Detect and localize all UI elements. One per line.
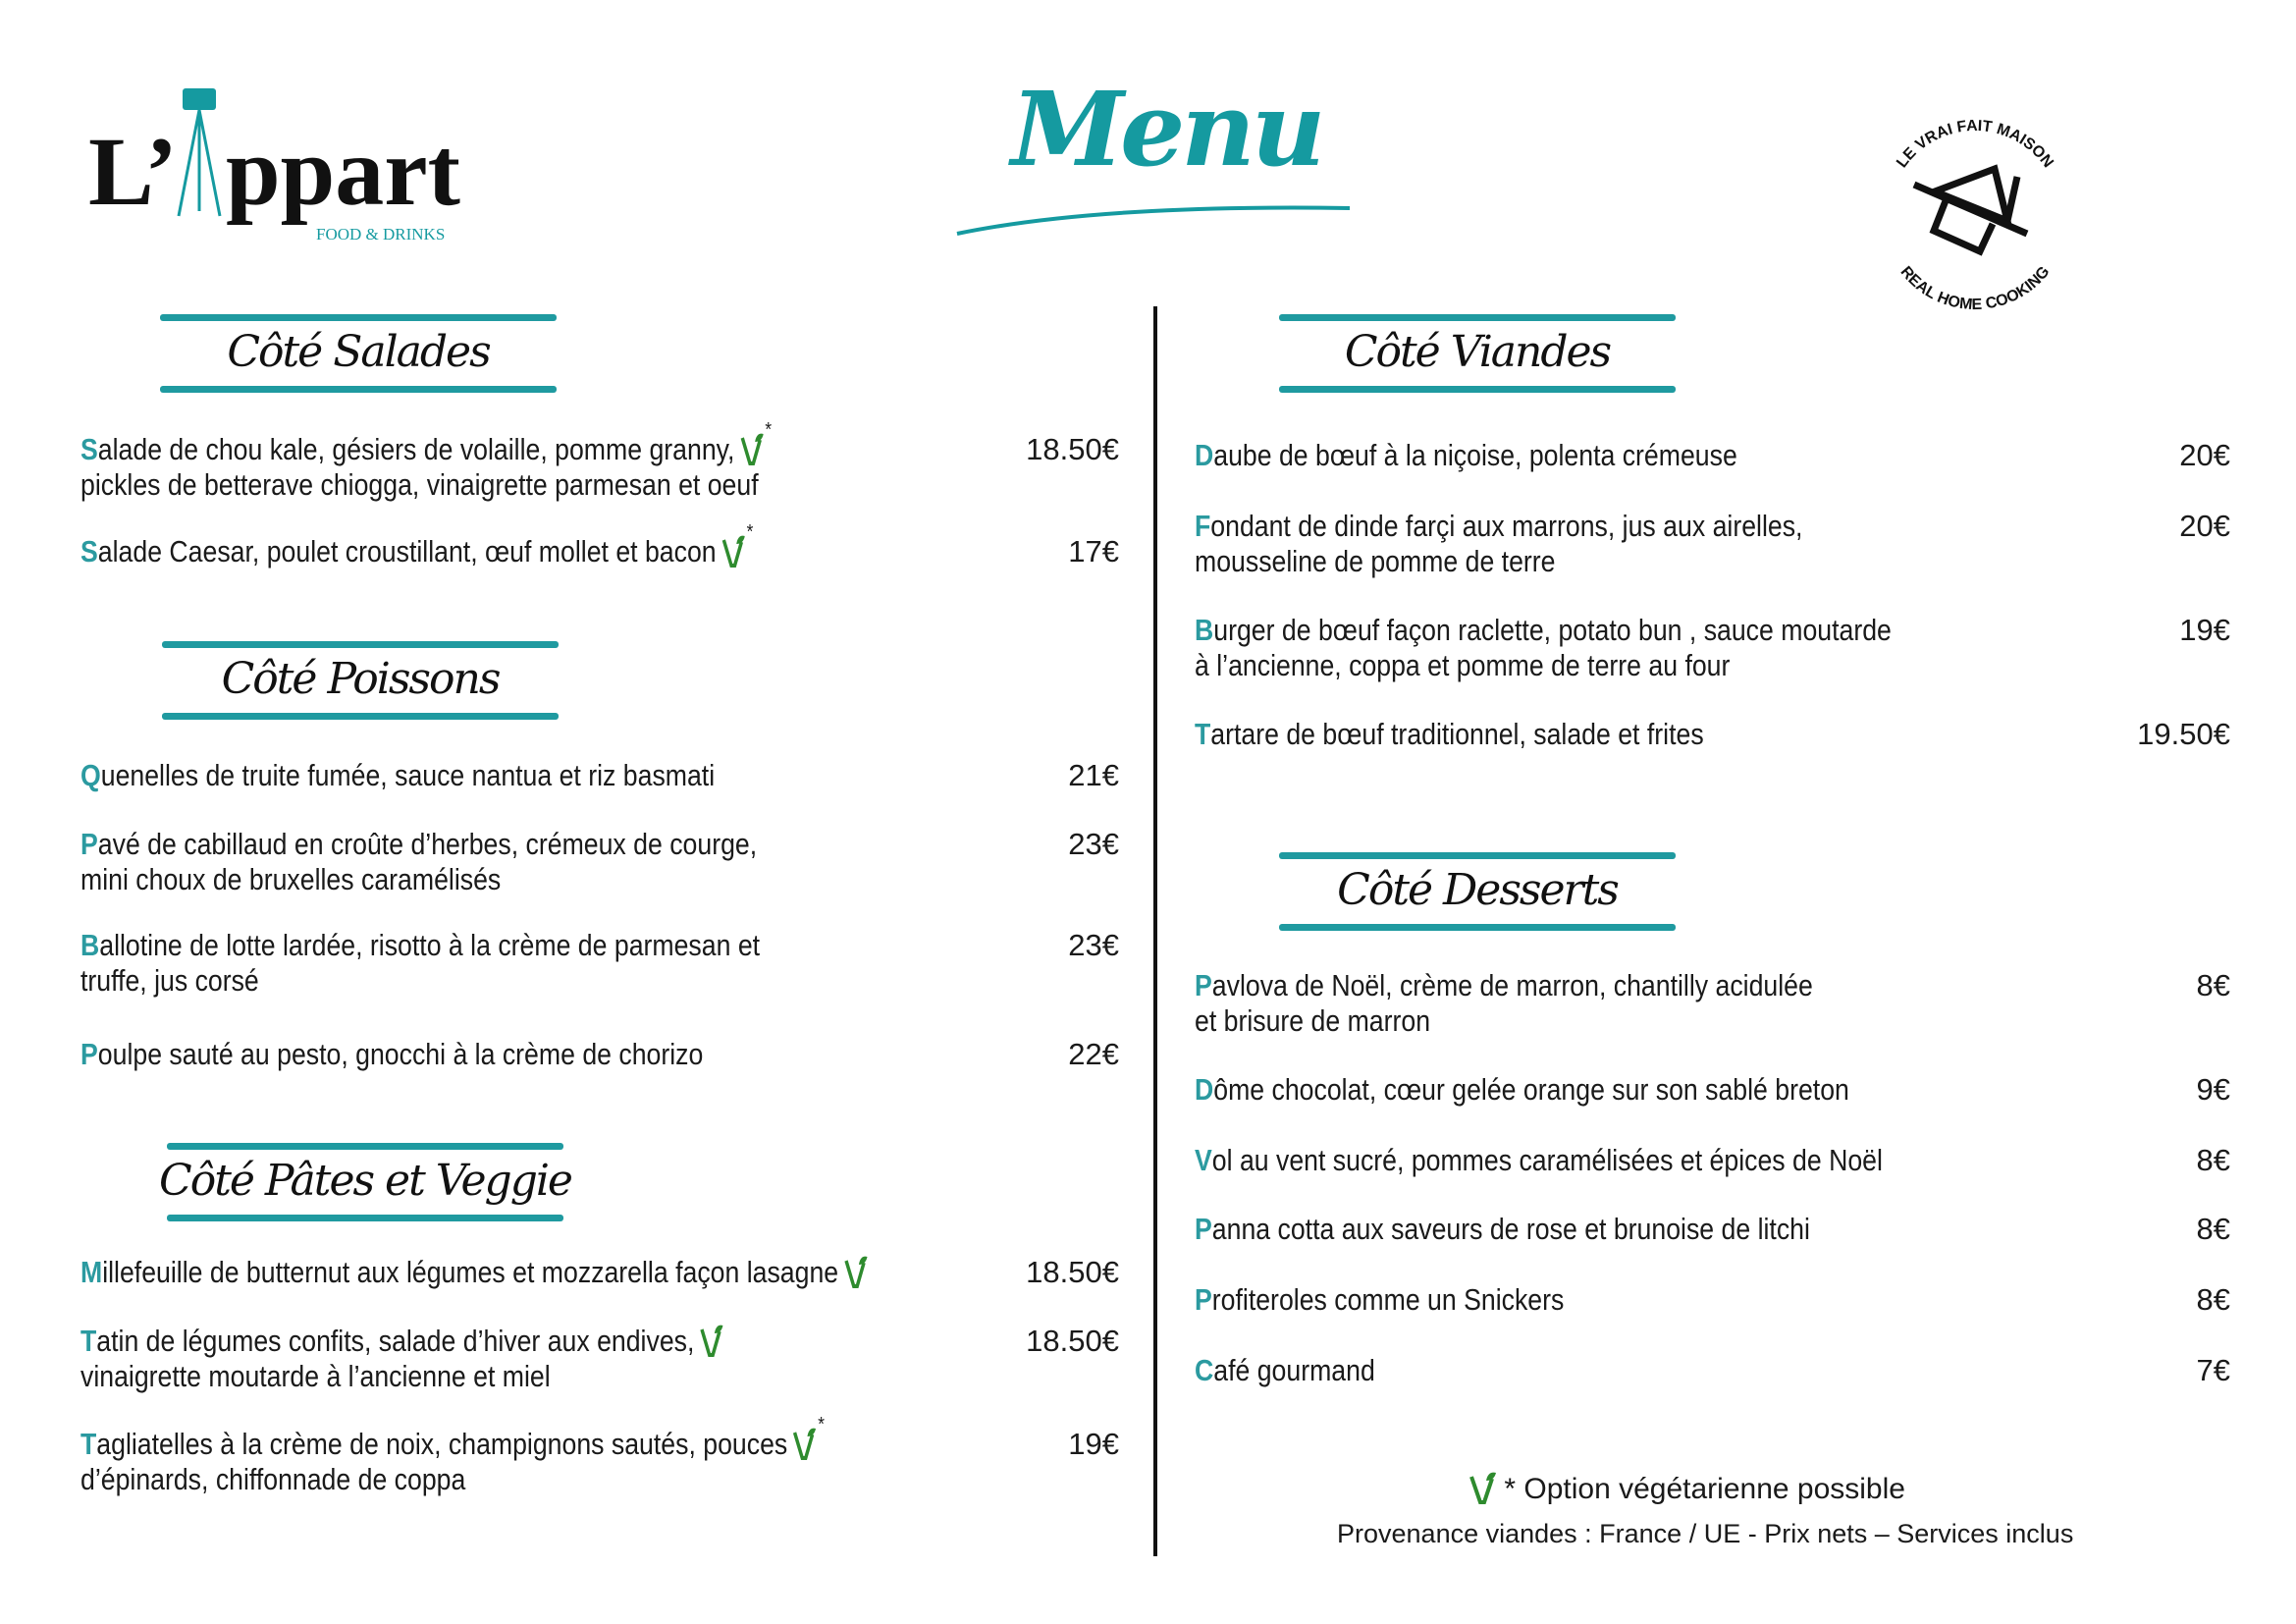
item-price: 20€ [2179,438,2230,472]
brush-bar [1279,386,1676,393]
item-initial: B [1195,613,1214,647]
menu-item [80,1255,867,1290]
vegetarian-icon [792,1414,825,1460]
item-description-line: mini choux de bruxelles caramélisés [80,862,502,896]
item-initial: D [1195,1072,1214,1107]
title-swoosh [952,196,1355,241]
restaurant-logo [88,83,461,255]
item-initial: B [80,928,100,962]
menu-item [1195,613,1892,683]
item-description-line: à l’ancienne, coppa et pomme de terre au four [1195,648,1731,682]
brush-bar [162,713,559,720]
menu-item [80,758,715,793]
section-heading [152,299,564,407]
item-text: rofiteroles comme un Snickers [1211,1282,1565,1317]
item-price: 8€ [2196,968,2230,1002]
item-price: 23€ [1068,928,1119,962]
item-text: alade de chou kale, gésiers de volaille, pomme granny, [97,432,735,466]
section-heading [159,1128,571,1236]
item-description-line [80,827,757,862]
veg-star: * [818,1414,825,1435]
brush-bar [160,314,557,321]
vegetarian-icon [843,1255,867,1288]
section-heading [1271,299,1683,407]
item-price: 21€ [1068,758,1119,792]
item-text: anna cotta aux saveurs de rose et brunoise de litchi [1211,1212,1810,1246]
item-price: 18.50€ [1026,432,1119,466]
brush-bar [160,386,557,393]
item-description-line [80,928,760,963]
menu-item [1195,509,1802,579]
brush-bar [167,1215,563,1221]
menu-item [1195,1072,1849,1108]
item-description-line [80,521,754,569]
brush-bar [1279,314,1676,321]
item-text: ondant de dinde farçi aux marrons, jus aux airelles, [1210,509,1803,543]
menu-item [1195,1212,1810,1247]
item-price: 17€ [1068,534,1119,568]
item-description-line: d’épinards, chiffonnade de coppa [80,1462,466,1496]
logo-text-suffix: ppart [226,117,460,226]
item-description-line [1195,613,1892,648]
item-price: 8€ [2196,1282,2230,1317]
item-initial: C [1195,1353,1214,1387]
item-initial: S [80,432,98,466]
menu-item [1195,438,1737,473]
item-description-line [1195,1072,1849,1108]
item-text: ol au vent sucré, pommes caramélisées et épices de Noël [1211,1143,1883,1177]
item-text: avlova de Noël, crème de marron, chantilly acidulée [1211,968,1813,1002]
brush-bar [167,1143,563,1150]
item-initial: P [80,827,98,861]
item-description-line [80,1037,703,1072]
item-price: 22€ [1068,1037,1119,1071]
item-description-line [1195,438,1737,473]
item-text: uenelles de truite fumée, sauce nantua et riz basmati [100,758,716,792]
item-description-line [1195,1212,1810,1247]
item-description-line: et brisure de marron [1195,1003,1431,1038]
logo-text-prefix: L’ [88,117,178,226]
item-initial: T [80,1324,97,1358]
item-price: 8€ [2196,1143,2230,1177]
column-divider [1153,306,1157,1556]
item-description-line [80,758,715,793]
section-title: Côté Desserts [1337,865,1618,915]
item-description-line [1195,968,1813,1003]
svg-text:REAL HOME COOKING [1897,263,2054,313]
menu-item [80,1037,703,1072]
veg-star: * [746,521,754,543]
menu-item [1195,968,1813,1039]
item-description-line: truffe, jus corsé [80,963,259,998]
legend-text: Option végétarienne possible [1523,1473,1905,1505]
menu-item [80,419,773,503]
page-title: Menu [1011,69,1322,189]
vegetarian-icon [700,1324,723,1357]
item-initial: P [80,1037,98,1071]
item-initial: F [1195,509,1211,543]
item-initial: Q [80,758,101,792]
item-price: 19.50€ [2137,717,2230,751]
item-text: urger de bœuf façon raclette, potato bun , sauce moutarde [1213,613,1892,647]
vegetarian-icon [1468,1471,1496,1504]
item-description-line [80,1414,825,1462]
brush-bar [1279,852,1676,859]
item-initial: T [1195,717,1211,751]
item-description-line [1195,509,1802,544]
item-text: atin de légumes confits, salade d’hiver aux endives, [96,1324,695,1358]
item-text: artare de bœuf traditionnel, salade et frites [1210,717,1704,751]
section-title: Côté Pâtes et Veggie [159,1156,571,1206]
menu-item [80,1324,723,1394]
item-description-line: vinaigrette moutarde à l’ancienne et miel [80,1359,551,1393]
menu-item [80,827,757,897]
lamp-icon [165,83,234,221]
stamp-top-text: LE VRAI FAIT MAISON [1894,117,2056,172]
item-price: 19€ [2179,613,2230,647]
veg-legend [1463,1471,1905,1507]
menu-item [1195,1143,1883,1178]
item-description-line [1195,1282,1564,1318]
stamp-bottom-text: REAL HOME COOKING [1896,263,2054,314]
item-initial: D [1195,438,1214,472]
item-price: 9€ [2196,1072,2230,1107]
item-price: 18.50€ [1026,1255,1119,1289]
item-price: 8€ [2196,1212,2230,1246]
logo-tagline: FOOD & DRINKS [316,225,446,244]
section-heading [154,626,566,734]
item-text: avé de cabillaud en croûte d’herbes, crémeux de courge, [97,827,758,861]
item-description-line [80,1324,723,1359]
item-text: afé gourmand [1213,1353,1375,1387]
item-initial: T [80,1427,97,1461]
legend-star: * [1504,1473,1517,1505]
item-description-line [80,419,773,467]
item-price: 19€ [1068,1427,1119,1461]
item-description-line [1195,1353,1375,1388]
house-icon [1914,169,2027,251]
item-text: oulpe sauté au pesto, gnocchi à la crème de chorizo [97,1037,704,1071]
item-initial: M [80,1255,103,1289]
item-description-line: pickles de betterave chiogga, vinaigrette parmesan et oeuf [80,467,759,502]
item-initial: P [1195,1212,1212,1246]
item-price: 20€ [2179,509,2230,543]
fait-maison-stamp [1860,98,2091,324]
item-price: 7€ [2196,1353,2230,1387]
brush-bar [1279,924,1676,931]
vegetarian-icon [721,521,754,568]
menu-item [80,1414,825,1497]
menu-item [1195,1353,1375,1388]
item-price: 18.50€ [1026,1324,1119,1358]
item-text: agliatelles à la crème de noix, champignons sautés, pouces [96,1427,788,1461]
item-initial: P [1195,968,1212,1002]
item-description-line: mousseline de pomme de terre [1195,544,1556,578]
item-text: aube de bœuf à la niçoise, polenta crémeuse [1213,438,1737,472]
menu-item [80,521,754,569]
item-price: 23€ [1068,827,1119,861]
item-initial: P [1195,1282,1212,1317]
item-text: ôme chocolat, cœur gelée orange sur son sablé breton [1213,1072,1849,1107]
menu-item [1195,717,1704,752]
veg-star: * [765,419,773,441]
section-title: Côté Poissons [221,654,500,704]
item-text: allotine de lotte lardée, risotto à la crème de parmesan et [99,928,761,962]
section-title: Côté Viandes [1344,327,1611,377]
menu-item [80,928,760,999]
menu-item [1195,1282,1564,1318]
item-text: illefeuille de butternut aux légumes et mozzarella façon lasagne [102,1255,839,1289]
footer-info: Provenance viandes : France / UE - Prix nets – Services inclus [1337,1519,2074,1548]
item-initial: V [1195,1143,1212,1177]
item-description-line [1195,717,1704,752]
section-heading [1271,838,1683,946]
brush-bar [162,641,559,648]
vegetarian-icon [740,419,773,465]
svg-text:LE VRAI FAIT MAISON [1894,118,2056,171]
item-initial: S [80,534,98,568]
item-description-line [1195,1143,1883,1178]
item-description-line [80,1255,867,1290]
item-text: alade Caesar, poulet croustillant, œuf mollet et bacon [97,534,717,568]
section-title: Côté Salades [227,327,490,377]
